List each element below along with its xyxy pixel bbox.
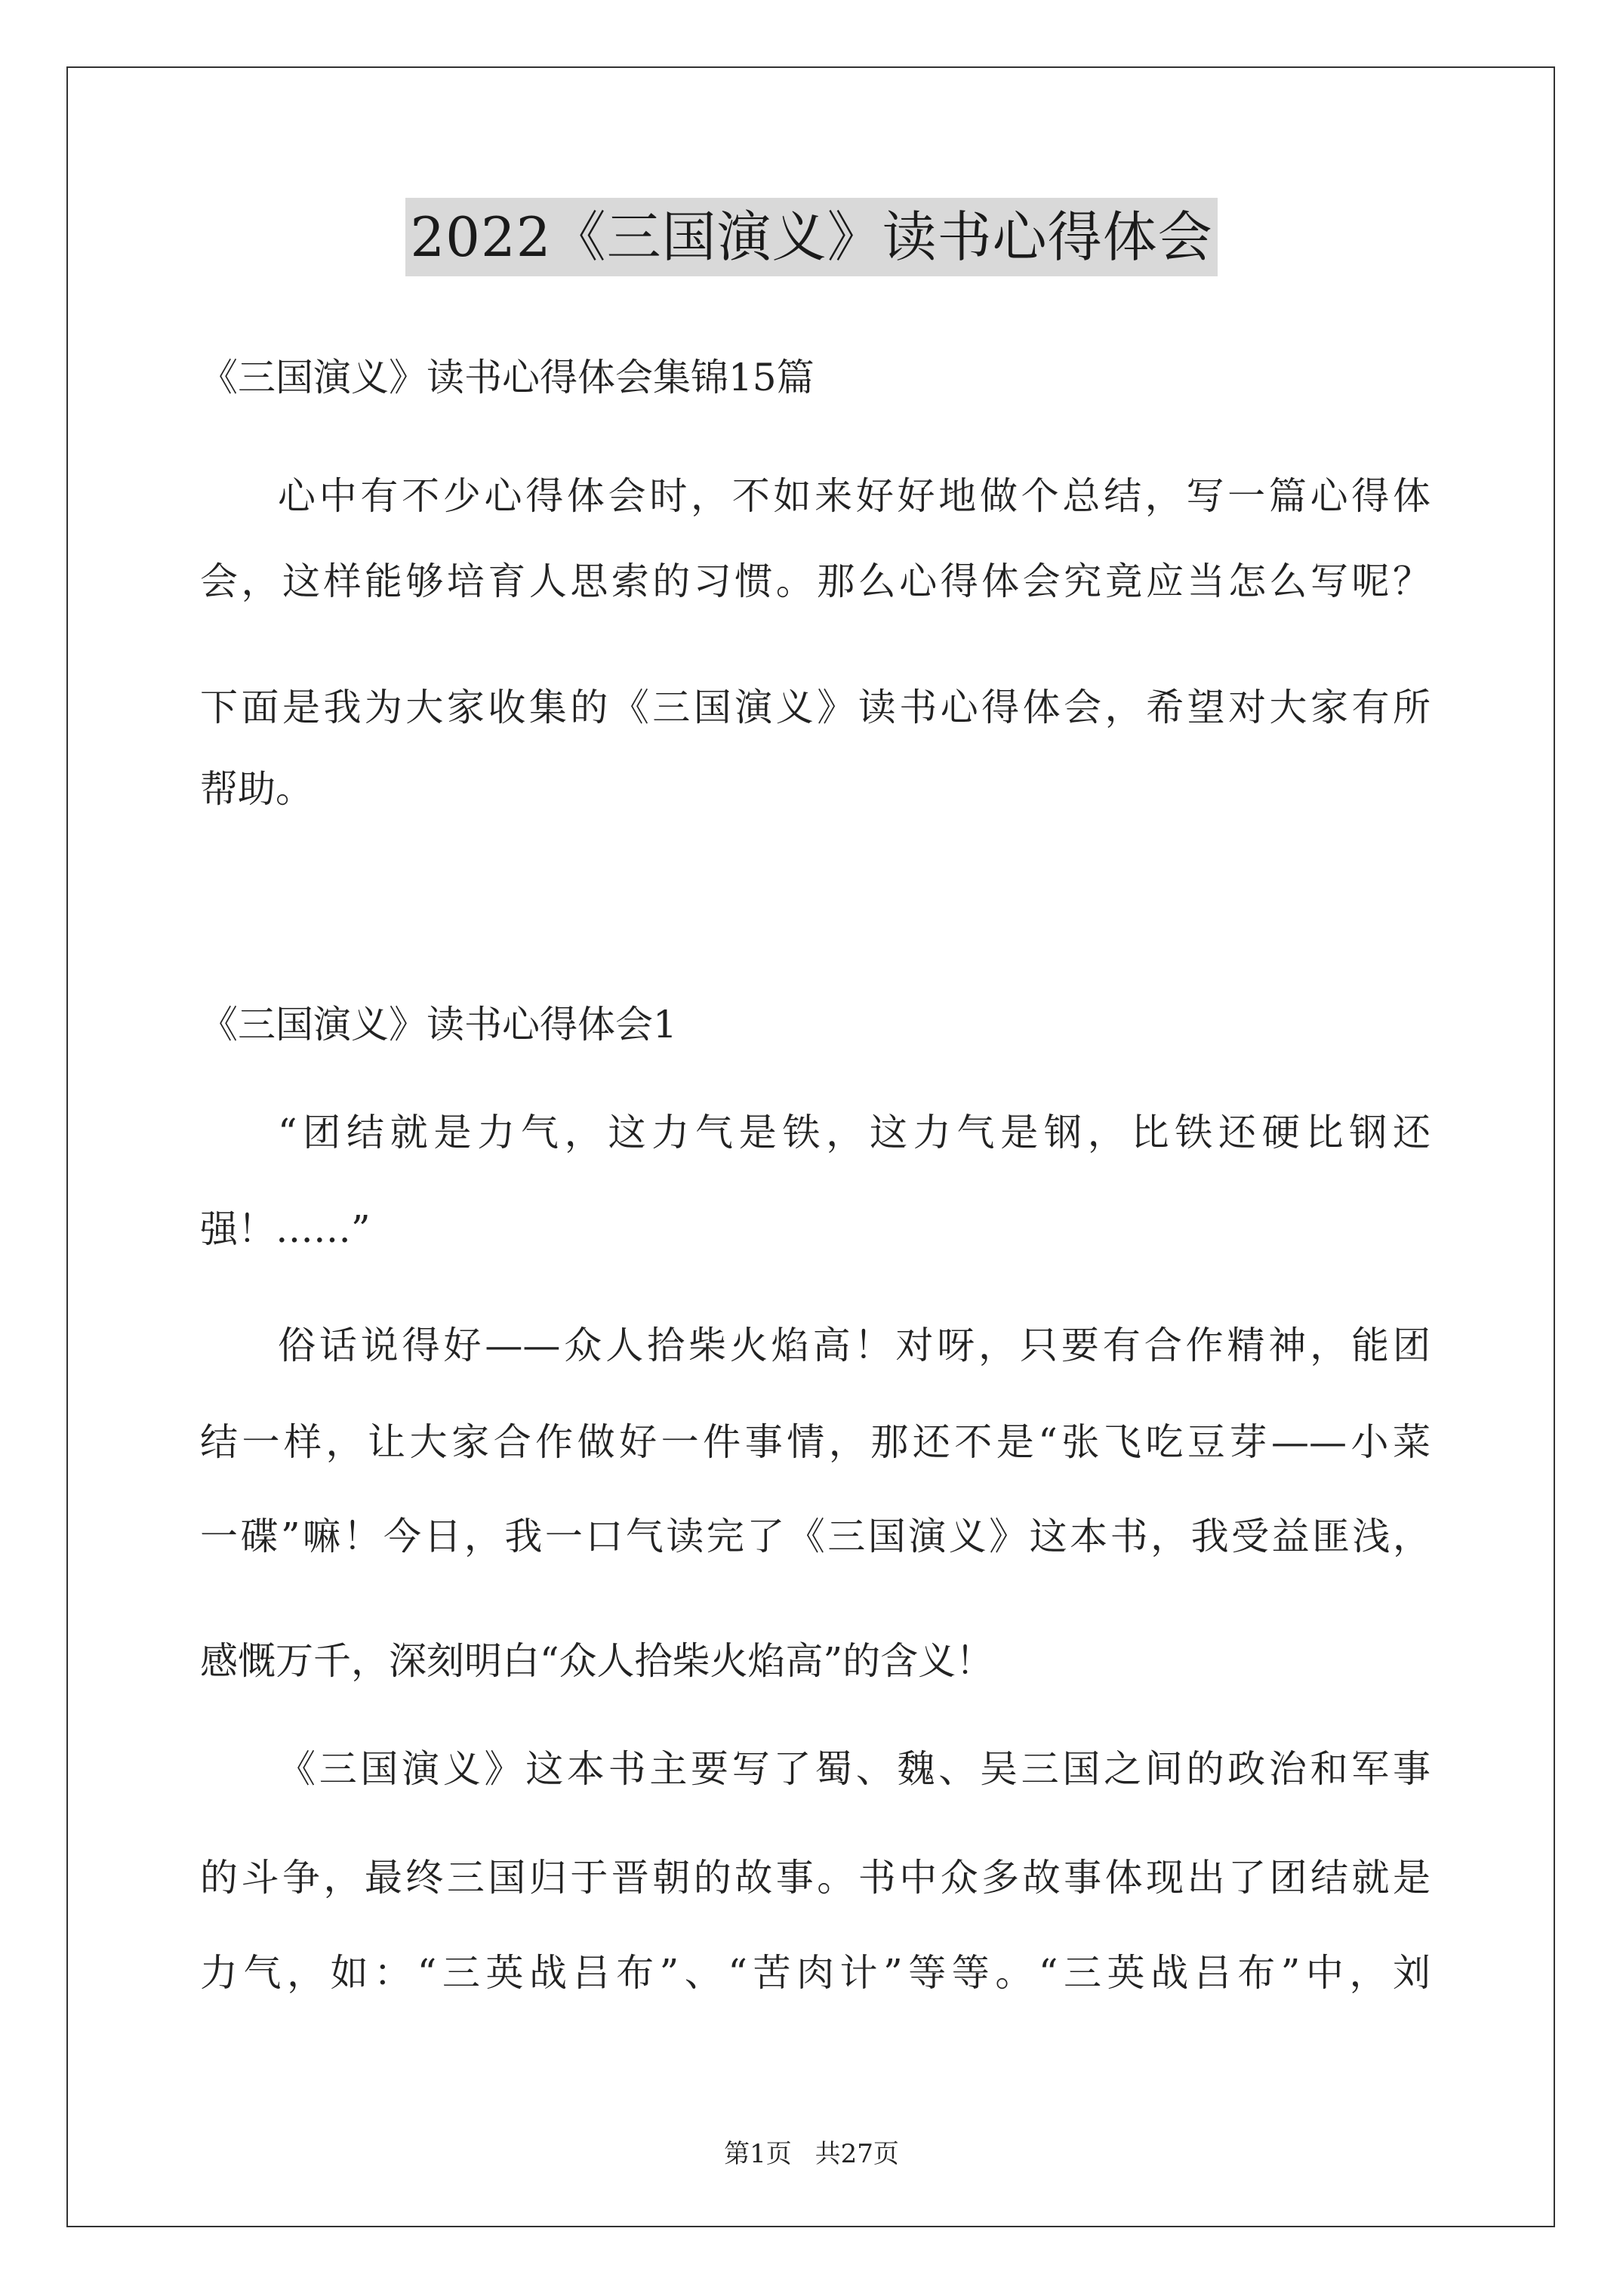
intro-line-4: 帮助。: [200, 767, 313, 811]
paragraph-1-line-3: 一碟”嘛！今日，我一口气读完了《三国演义》这本书，我受益匪浅，: [200, 1515, 1431, 1558]
intro-line-1: 心中有不少心得体会时，不如来好好地做个总结，写一篇心得体: [278, 474, 1431, 518]
page-number: 第1页: [724, 2139, 792, 2169]
paragraph-1-line-2: 结一样，让大家合作做好一件事情，那还不是“张飞吃豆芽——小菜: [200, 1420, 1431, 1464]
paragraph-2-line-2: 的斗争，最终三国归于晋朝的故事。书中众多故事体现出了团结就是: [200, 1856, 1431, 1900]
paragraph-2-line-3: 力气，如：“三英战吕布”、“苦肉计”等等。“三英战吕布”中，刘: [200, 1951, 1431, 1995]
quote-line-1: “团结就是力气，这力气是铁，这力气是钢，比铁还硬比钢还: [278, 1111, 1431, 1154]
document-title: 2022《三国演义》读书心得体会: [405, 198, 1217, 276]
intro-line-3: 下面是我为大家收集的《三国演义》读书心得体会，希望对大家有所: [200, 686, 1431, 729]
paragraph-1-line-4: 感慨万千，深刻明白“众人拾柴火焰高”的含义！: [200, 1639, 994, 1683]
section-heading: 《三国演义》读书心得体会1: [200, 1003, 677, 1046]
paragraph-2-line-1: 《三国演义》这本书主要写了蜀、魏、吴三国之间的政治和军事: [278, 1747, 1431, 1791]
total-pages: 共27页: [815, 2139, 899, 2169]
document-subtitle: 《三国演义》读书心得体会集锦15篇: [200, 356, 815, 399]
paragraph-1-line-1: 俗话说得好——众人拾柴火焰高！对呀，只要有合作精神，能团: [278, 1324, 1431, 1367]
intro-line-2: 会，这样能够培育人思索的习惯。那么心得体会究竟应当怎么写呢？: [200, 559, 1431, 603]
quote-line-2: 强！……”: [200, 1207, 371, 1251]
page-footer: [0, 2133, 1623, 2170]
title-container: [0, 198, 1623, 276]
